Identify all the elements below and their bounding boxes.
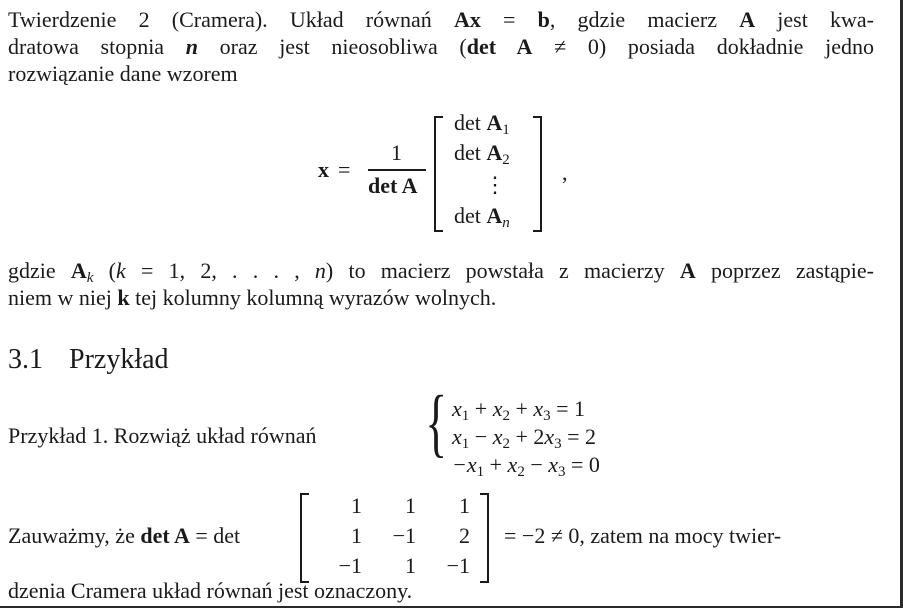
text: dratowa stopnia	[8, 34, 186, 59]
determinant-continuation: dzenia Cramera układ równań jest oznaczony.	[8, 578, 413, 603]
text: x	[544, 424, 555, 449]
text: k	[115, 258, 126, 283]
math-A: A	[739, 7, 756, 32]
text: poprzez zastąpie-	[695, 258, 874, 283]
left-brace: {	[425, 381, 448, 465]
text: jest kwa-	[755, 7, 874, 32]
text: +	[469, 396, 493, 421]
equation-row-3	[452, 452, 600, 478]
text: +	[484, 452, 508, 477]
matrix-cell: 1	[351, 493, 362, 518]
text: 3	[543, 408, 551, 424]
vector-row-n	[454, 203, 510, 229]
text: n	[502, 215, 510, 231]
text: n	[314, 258, 326, 283]
text: , gdzie macierz	[549, 7, 740, 32]
matrix-cell: 1	[351, 523, 362, 548]
text: A	[486, 140, 503, 165]
text: x	[452, 424, 462, 449]
matrix-right-bracket	[480, 493, 489, 583]
text: 2	[517, 464, 525, 480]
left-bracket	[434, 116, 443, 232]
text: 3	[558, 464, 566, 480]
math-detA: det A	[466, 34, 533, 59]
section-heading	[8, 344, 169, 376]
equation-row-2	[452, 424, 596, 450]
text: = 1	[550, 396, 586, 421]
example-label: Przykład 1. Rozwiąż układ równań	[8, 423, 317, 448]
matrix-cell: 1	[405, 493, 416, 518]
text: oraz jest nieosobliwa (	[198, 34, 467, 59]
text: 2	[502, 152, 510, 168]
text: ) to macierz powstała z macierzy	[325, 258, 680, 283]
matrix-cell: −1	[338, 553, 362, 578]
math-b: b	[537, 7, 550, 32]
text: x	[548, 452, 558, 477]
text: tej kolumny kolumną wyrazów wolnych.	[129, 285, 497, 310]
text: det A	[140, 523, 190, 548]
text: 1	[476, 464, 485, 480]
matrix-cell: 1	[405, 553, 416, 578]
text: =	[480, 7, 538, 32]
determinant-text	[8, 523, 240, 549]
text: Zauważmy, że	[8, 523, 141, 548]
text: niem w niej	[8, 285, 118, 310]
explanation-line-1	[8, 257, 874, 284]
theorem-line-1	[8, 6, 874, 33]
matrix-left-bracket	[300, 493, 309, 583]
text: +	[509, 396, 534, 421]
text: x	[452, 396, 462, 421]
text: = 1, 2, . . . ,	[125, 258, 315, 283]
text: det	[454, 110, 487, 135]
text: 2	[502, 408, 510, 424]
matrix-cell: −1	[392, 523, 416, 548]
text: 1	[502, 122, 510, 138]
vector-vdots: ⋮	[484, 172, 506, 197]
text: x	[492, 396, 503, 421]
determinant-result: = −2 ≠ 0, zatem na mocy twier-	[504, 523, 782, 548]
formula-lhs: x	[318, 157, 329, 182]
text: = 0	[565, 452, 600, 477]
section-number: 3.1	[8, 344, 43, 375]
right-bracket	[533, 116, 542, 232]
fraction-bar	[368, 169, 426, 171]
text: x	[492, 424, 503, 449]
text: gdzie	[8, 258, 71, 283]
fraction-numerator: 1	[391, 140, 402, 165]
vector-row-1	[454, 110, 510, 136]
text: ≠ 0) posiada dokładnie jedno	[532, 34, 874, 59]
text: (	[93, 258, 116, 283]
text: −	[524, 452, 549, 477]
text: det	[454, 140, 487, 165]
math-n: n	[185, 34, 198, 59]
text: −x	[452, 452, 477, 477]
text: A	[679, 258, 696, 283]
text: 1	[461, 436, 470, 452]
theorem-line-2	[8, 33, 874, 60]
text: x	[533, 396, 544, 421]
text: 1	[461, 408, 470, 424]
text: = det	[189, 523, 241, 548]
text: k	[86, 270, 94, 286]
text: rozwiązanie dane wzorem	[8, 61, 238, 86]
theorem-paragraph	[8, 6, 874, 87]
text: x	[507, 452, 518, 477]
text: + 2	[509, 424, 545, 449]
fraction-denominator: det A	[368, 173, 418, 198]
section-title: Przykład	[69, 344, 169, 375]
explanation-line-2	[8, 284, 874, 311]
matrix-cell: 2	[459, 523, 470, 548]
text: det	[454, 203, 487, 228]
matrix-cell: −1	[446, 553, 470, 578]
text: A	[486, 110, 503, 135]
theorem-line-3	[8, 60, 874, 87]
text: k	[117, 285, 130, 310]
text: = 2	[561, 424, 597, 449]
text: Twierdzenie 2 (Cramera). Układ równań	[8, 7, 454, 32]
text: 3	[554, 436, 562, 452]
text: A	[486, 203, 503, 228]
text: A	[70, 258, 87, 283]
text: 2	[502, 436, 510, 452]
matrix-cell: 1	[459, 493, 470, 518]
equation-row-1	[452, 396, 585, 422]
formula-equals: =	[338, 157, 351, 182]
math-Ax: Ax	[453, 7, 481, 32]
text: −	[469, 424, 493, 449]
explanation-paragraph	[8, 257, 874, 311]
vector-row-2	[454, 140, 510, 166]
formula-comma: ,	[562, 160, 568, 185]
